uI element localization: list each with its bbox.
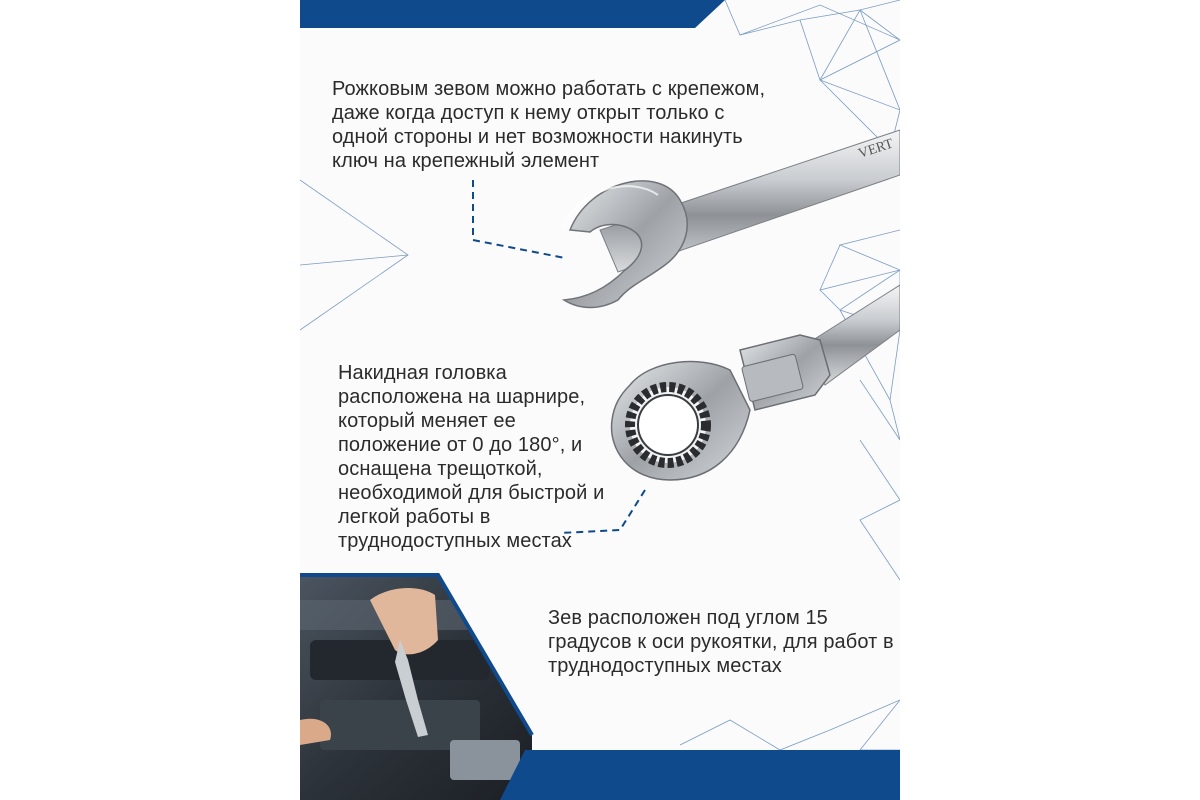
bottom-banner xyxy=(500,750,900,800)
caption-ring-head xyxy=(338,361,605,553)
caption-angle xyxy=(548,606,894,678)
caption-open-end xyxy=(332,77,766,173)
caption-line: ключ на крепежный элемент xyxy=(332,150,600,172)
caption-line: расположена на шарнире, xyxy=(338,386,586,408)
caption-line: оснащена трещоткой, xyxy=(338,458,543,480)
wrench-ratchet-ring-icon xyxy=(612,285,900,480)
caption-line: который меняет ее xyxy=(338,410,516,432)
product-info-card xyxy=(300,0,900,800)
caption-line: одной стороны и нет возможности накинуть xyxy=(332,126,743,148)
top-banner xyxy=(300,0,725,28)
caption-line: даже когда доступ к нему открыт только с xyxy=(332,102,725,124)
caption-line: легкой работы в xyxy=(338,506,491,528)
caption-line: Рожковым зевом можно работать с крепежом, xyxy=(332,78,766,100)
caption-line: Накидная головка xyxy=(338,362,507,384)
brand-mark: VERT xyxy=(856,136,896,162)
caption-line: труднодоступных местах xyxy=(338,530,572,552)
caption-line: необходимой для быстрой и xyxy=(338,482,605,504)
caption-line: Зев расположен под углом 15 xyxy=(548,607,828,629)
caption-line: градусов к оси рукоятки, для работ в xyxy=(548,631,894,653)
caption-line: положение от 0 до 180°, и xyxy=(338,434,583,456)
caption-line: труднодоступных местах xyxy=(548,655,782,677)
